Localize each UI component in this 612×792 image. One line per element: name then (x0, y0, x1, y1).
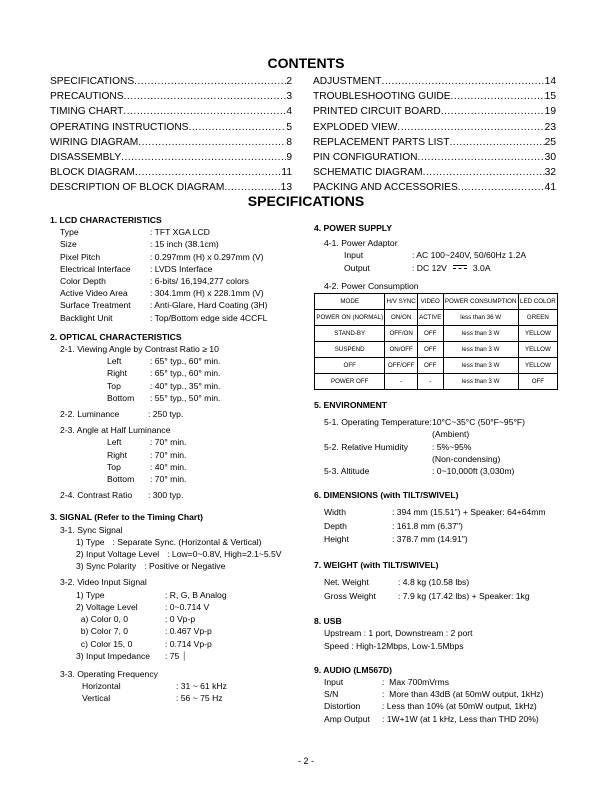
spec-key: Color Depth (60, 276, 106, 287)
toc-leader (397, 120, 544, 135)
spec-row (314, 533, 564, 547)
spec-row (314, 676, 564, 688)
toc-entry-page: 19 (544, 106, 556, 118)
spec-key: Horizontal (82, 681, 121, 692)
spec-key: Bottom (107, 392, 135, 403)
spec-value: : 40° min. (150, 461, 187, 472)
weight-title: 7. WEIGHT (with TILT/SWIVEL) (314, 559, 439, 570)
spec-key (314, 453, 432, 465)
toc-entry (50, 104, 292, 119)
toc-entry (50, 135, 292, 150)
spec-value: : 70° min. (150, 437, 187, 448)
spec-value: (Non-condensing) (432, 453, 501, 464)
table-header-cell: H/V SYNC (385, 294, 418, 310)
spec-row (50, 436, 310, 448)
spec-key: Right (107, 368, 128, 379)
toc-entry-title: BLOCK DIAGRAM (50, 167, 135, 179)
table-header-cell: POWER CONSUMPTION (443, 294, 518, 310)
table-cell: ACTIVE (417, 310, 443, 326)
toc-entry (50, 89, 292, 104)
spec-value: : 5%~95% (432, 441, 472, 452)
weight-rows (314, 576, 564, 603)
spec-row (314, 700, 564, 712)
toc-leader (123, 104, 286, 119)
spec-row (50, 589, 310, 601)
spec-key: S/N (324, 689, 339, 700)
spec-value: : Top/Bottom edge side 4CCFL (150, 312, 268, 323)
spec-value: : Positive or Negative (144, 561, 226, 572)
spec-right-column-lower (314, 399, 564, 725)
toc-entry-page: 9 (286, 152, 292, 164)
spec-key: Electrical Interface (60, 263, 131, 274)
spec-key: 5-1. Operating Temperature: (324, 417, 432, 428)
toc-entry-page: 25 (544, 136, 556, 148)
toc-entry (313, 165, 556, 180)
spec-row (50, 226, 310, 238)
toc-entry-page: 41 (544, 182, 556, 194)
table-cell: SUSPEND (315, 342, 385, 358)
power-consumption-table (314, 293, 558, 390)
spec-row (50, 367, 310, 379)
spec-row (50, 312, 310, 324)
spec-value: : Low=0~0.8V, High=2.1~5.5V (167, 549, 282, 560)
spec-left-column (50, 214, 310, 705)
spec-key: Left (107, 437, 122, 448)
toc-entry-title: REPLACEMENT PARTS LIST (313, 136, 450, 148)
toc-entry-title: PRECAUTIONS (50, 91, 124, 103)
table-cell: less than 3 W (443, 326, 518, 342)
spec-value: : 0~10,000ft (3,030m) (432, 466, 515, 477)
spec-row (50, 287, 310, 299)
consumption-label: 4-2. Power Consumption (324, 280, 419, 291)
spec-value: : 75 ⏐ (165, 650, 187, 661)
table-header-row (315, 294, 558, 310)
usb-line-2: Speed : High-12Mbps, Low-1.5Mbps (324, 640, 464, 651)
spec-key: Bottom (107, 474, 135, 485)
table-cell: OFF (315, 358, 385, 374)
table-cell: less than 36 W (443, 310, 518, 326)
spec-key: 3) Sync Polarity (76, 561, 137, 572)
spec-value: : 15 inch (38.1cm) (150, 239, 219, 250)
spec-key: Active Video Area (60, 288, 128, 299)
video-rows (50, 589, 310, 662)
table-cell: POWER OFF (315, 374, 385, 390)
contrast-value: : 300 typ. (148, 490, 184, 501)
contents-heading: CONTENTS (267, 55, 345, 71)
video-label: 3-2. Video Input Signal (60, 577, 147, 588)
spec-value: : 0~0.714 V (165, 601, 210, 612)
spec-value: : LVDS Interface (150, 263, 213, 274)
table-row (315, 310, 558, 326)
spec-key: b) Color 7, 0 (76, 626, 129, 637)
spec-key: 5-3. Altitude (324, 466, 370, 477)
toc-entry-page: 14 (544, 76, 556, 87)
spec-right-column (314, 222, 564, 292)
toc-entry-page: 15 (544, 91, 556, 103)
spec-value: : Less than 10% (at 50mW output, 1kHz) (382, 701, 537, 712)
toc-leader (423, 165, 545, 180)
dimensions-rows (314, 506, 564, 547)
spec-key: Right (107, 449, 128, 460)
toc-entry-page: 23 (544, 121, 556, 133)
toc-entry-title: DISASSEMBLY (50, 152, 122, 164)
toc-entry-page: 3 (286, 91, 292, 103)
spec-row (50, 473, 310, 485)
spec-value: : Anti-Glare, Hard Coating (3H) (150, 300, 268, 311)
toc-entry-title: SCHEMATIC DIAGRAM (313, 167, 423, 179)
spec-key: 3) Input Impedance (76, 650, 151, 661)
spec-key: Backlight Unit (60, 312, 113, 323)
toc-entry (50, 120, 292, 135)
viewing-angle-label: 2-1. Viewing Angle by Contrast Ratio ≥ 10 (60, 344, 219, 355)
spec-value: : 31 ~ 61 kHz (176, 681, 227, 692)
viewing-angle-rows (50, 355, 310, 404)
spec-value: : R, G, B Analog (165, 589, 227, 600)
table-cell: - (385, 374, 418, 390)
spec-key: Size (60, 239, 77, 250)
spec-value: 10°C~35°C (50°F~95°F) (432, 417, 526, 428)
toc-entry-page: 5 (286, 121, 292, 133)
spec-row (314, 465, 564, 477)
toc-leader (124, 89, 287, 104)
toc-entry-page: 2 (286, 76, 292, 87)
table-row (315, 358, 558, 374)
toc-entry-title: ADJUSTMENT (313, 76, 382, 87)
spec-key: 1) Type (76, 589, 105, 600)
specifications-heading: SPECIFICATIONS (247, 193, 365, 209)
spec-key: a) Color 0, 0 (76, 614, 129, 625)
spec-value: : 65° typ., 60° min. (150, 356, 221, 367)
toc-entry-title: PRINTED CIRCUIT BOARD (313, 106, 441, 118)
toc-leader (188, 120, 286, 135)
spec-key: Gross Weight (324, 590, 376, 601)
audio-title: 9. AUDIO (LM567D) (314, 664, 392, 675)
spec-value: : 378.7 mm (14.91") (392, 534, 468, 545)
spec-key: Input (324, 676, 344, 687)
toc-leader (449, 135, 544, 150)
spec-key: Top (107, 380, 121, 391)
environment-title: 5. ENVIRONMENT (314, 400, 388, 410)
spec-row (50, 392, 310, 404)
spec-row (50, 560, 310, 572)
toc-entry-page: 11 (281, 167, 292, 179)
dimensions-title: 6. DIMENSIONS (with TILT/SWIVEL) (314, 490, 459, 501)
spec-value: : 55° typ., 50° min. (150, 392, 221, 403)
page-number: - 2 - (297, 756, 314, 766)
spec-row (50, 625, 310, 637)
toc-leader (441, 104, 545, 119)
spec-key: c) Color 15, 0 (76, 638, 133, 649)
toc-entry (50, 165, 292, 180)
spec-value: : TFT XGA LCD (150, 227, 210, 238)
usb-line-1: Upstream : 1 port, Downstream : 2 port (324, 628, 473, 639)
spec-row (50, 461, 310, 473)
spec-key: Left (107, 356, 122, 367)
spec-row (50, 638, 310, 650)
table-cell: OFF/OFF (385, 358, 418, 374)
spec-value: : 161.8 mm (6.37") (392, 520, 463, 531)
adaptor-output-row (314, 262, 564, 274)
spec-key: Type (60, 227, 79, 238)
table-cell: STAND-BY (315, 326, 385, 342)
spec-key: Surface Treatment (60, 300, 131, 311)
spec-key: Distortion (324, 701, 361, 712)
table-row (315, 326, 558, 342)
spec-row (50, 299, 310, 311)
spec-key: 2) Voltage Level (76, 601, 138, 612)
spec-value: : Separate Sync. (Horizontal & Vertical) (112, 536, 262, 547)
toc-entry-title: WIRING DIAGRAM (50, 136, 139, 148)
spec-row (314, 506, 564, 520)
adaptor-output-label: Output (344, 262, 370, 273)
spec-key: Pixel Pitch (60, 251, 101, 262)
spec-key (314, 428, 432, 440)
signal-title: 3. SIGNAL (Refer to the Timing Chart) (50, 512, 203, 523)
toc-entry-title: OPERATING INSTRUCTIONS (50, 121, 189, 133)
spec-row (314, 428, 564, 440)
half-luminance-rows (50, 436, 310, 485)
dc-symbol-icon (453, 265, 467, 277)
table-cell: OFF (417, 326, 443, 342)
toc-entry (313, 150, 556, 165)
lcd-title: 1. LCD CHARACTERISTICS (50, 215, 162, 225)
spec-value: : 0.467 Vp-p (165, 626, 212, 637)
table-header-cell: MODE (315, 294, 385, 310)
environment-rows (314, 416, 564, 477)
spec-row (50, 263, 310, 275)
spec-row (50, 251, 310, 263)
table-cell: OFF (417, 342, 443, 358)
table-row (315, 374, 558, 390)
spec-key: Net. Weight (324, 577, 369, 588)
spec-key: Amp Output (324, 713, 370, 724)
spec-row (314, 416, 564, 428)
spec-value: : 394 mm (15.51") + Speaker: 64+64mm (392, 507, 546, 518)
spec-row (50, 650, 310, 662)
power-title: 4. POWER SUPPLY (314, 223, 393, 233)
sync-rows (50, 536, 310, 573)
adaptor-input-label: Input (344, 250, 364, 261)
toc-entry-title: TROUBLESHOOTING GUIDE (313, 91, 451, 103)
table-cell: GREEN (518, 310, 557, 326)
toc-right (313, 74, 556, 196)
freq-label: 3-3. Operating Frequency (60, 668, 158, 679)
toc-leader (381, 74, 544, 89)
spec-row (314, 441, 564, 453)
spec-row (50, 536, 310, 548)
table-cell: ON/OFF (385, 342, 418, 358)
toc-entry-page: 30 (544, 152, 556, 164)
toc-leader (418, 150, 545, 165)
toc-entry-page: 13 (280, 182, 292, 194)
spec-row (314, 590, 564, 604)
table-cell: - (417, 374, 443, 390)
toc-entry-page: 4 (286, 106, 292, 118)
toc-leader (134, 74, 286, 89)
spec-row (50, 548, 310, 560)
spec-value: : 70° min. (150, 449, 187, 460)
table-cell: less than 3 W (443, 342, 518, 358)
spec-key: Height (324, 534, 349, 545)
spec-row (50, 449, 310, 461)
spec-key: 1) Type (76, 536, 105, 547)
toc-leader (135, 165, 282, 180)
spec-value: : 1W+1W (at 1 kHz, Less than THD 20%) (382, 713, 539, 724)
table-cell: OFF/ON (385, 326, 418, 342)
toc-entry (313, 135, 556, 150)
spec-key: 2) Input Voltage Level (76, 549, 160, 560)
spec-value: : 0.297mm (H) x 0.297mm (V) (150, 251, 264, 262)
toc-entry (313, 120, 556, 135)
toc-entry-title: PIN CONFIGURATION (313, 152, 418, 164)
spec-value: : 56 ~ 75 Hz (176, 693, 223, 704)
toc-entry (313, 74, 556, 89)
toc-entry-title: TIMING CHART (50, 106, 124, 118)
spec-row (314, 688, 564, 700)
table-header-cell: VIDEO (417, 294, 443, 310)
spec-value: : Max 700mVrms (382, 676, 450, 687)
optical-title: 2. OPTICAL CHARACTERISTICS (50, 331, 182, 342)
spec-row (50, 380, 310, 392)
toc-entry-title: EXPLODED VIEW (313, 121, 398, 133)
spec-row (50, 601, 310, 613)
spec-value: : 65° typ., 60° min. (150, 368, 221, 379)
luminance-row (50, 408, 310, 420)
toc-entry-page: 32 (544, 167, 556, 179)
half-luminance-label: 2-3. Angle at Half Luminance (60, 425, 171, 436)
audio-rows (314, 676, 564, 725)
spec-value: : 40° typ., 35° min. (150, 380, 221, 391)
toc-entry (50, 74, 292, 89)
spec-value: (Ambient) (432, 429, 470, 440)
table-cell: YELLOW (518, 342, 557, 358)
spec-row (50, 238, 310, 250)
toc-entry-title: SPECIFICATIONS (50, 76, 135, 87)
spec-row (314, 520, 564, 534)
adaptor-label: 4-1. Power Adaptor (324, 238, 398, 249)
spec-value: : 6-bits/ 16,194,277 colors (150, 276, 249, 287)
spec-value: : 0 Vp-p (165, 614, 196, 625)
lcd-rows (50, 226, 310, 324)
spec-row (50, 613, 310, 625)
luminance-value: : 250 typ. (148, 409, 184, 420)
toc-entry-title: PACKING AND ACCESSORIES (313, 182, 458, 194)
spec-key: Width (324, 507, 346, 518)
table-header-cell: LED COLOR (518, 294, 557, 310)
adaptor-output-current: 3.0A (472, 262, 491, 273)
toc-entry (313, 104, 556, 119)
spec-value: : 304.1mm (H) x 228.1mm (V) (150, 288, 264, 299)
spec-value: : 4.8 kg (10.58 lbs) (398, 577, 470, 588)
toc-leader (451, 89, 545, 104)
spec-value: : 7.9 kg (17.42 lbs) + Speaker: 1kg (398, 590, 530, 601)
adaptor-input-row (314, 249, 564, 261)
adaptor-input-value: : AC 100~240V, 50/60Hz 1.2A (412, 250, 527, 261)
spec-row (314, 713, 564, 725)
table-cell: OFF (417, 358, 443, 374)
spec-row (50, 355, 310, 367)
luminance-label: 2-2. Luminance (60, 409, 120, 420)
spec-key: 5-2. Relative Humidity (324, 441, 409, 452)
spec-key: Depth (324, 520, 347, 531)
table-cell: ON/ON (385, 310, 418, 326)
contrast-label: 2-4. Contrast Ratio (60, 490, 133, 501)
toc-entry-title: DESCRIPTION OF BLOCK DIAGRAM (50, 182, 225, 194)
spec-key: Top (107, 461, 121, 472)
table-cell: POWER ON (NORMAL) (315, 310, 385, 326)
spec-row (50, 692, 310, 704)
table-row (315, 342, 558, 358)
spec-value: : More than 43dB (at 50mW output, 1kHz) (382, 689, 544, 700)
table-cell: less than 3 W (443, 358, 518, 374)
spec-row (50, 275, 310, 287)
freq-rows (50, 680, 310, 704)
usb-title: 8. USB (314, 616, 342, 627)
contrast-row (50, 489, 310, 501)
toc-leader (121, 150, 286, 165)
table-cell: OFF (518, 374, 557, 390)
toc-entry (50, 150, 292, 165)
toc-leader (138, 135, 286, 150)
table-cell: less than 3 W (443, 374, 518, 390)
toc-left (50, 74, 292, 196)
spec-row (314, 453, 564, 465)
spec-key: Vertical (82, 693, 111, 704)
spec-row (314, 576, 564, 590)
toc-entry (313, 89, 556, 104)
table-cell: YELLOW (518, 326, 557, 342)
adaptor-output-value: : DC 12V (412, 262, 447, 273)
toc-entry-page: 8 (286, 136, 292, 148)
spec-row (50, 680, 310, 692)
spec-value: : 0.714 Vp-p (165, 638, 212, 649)
sync-label: 3-1. Sync Signal (60, 524, 123, 535)
spec-value: : 70° min. (150, 474, 187, 485)
table-cell: YELLOW (518, 358, 557, 374)
